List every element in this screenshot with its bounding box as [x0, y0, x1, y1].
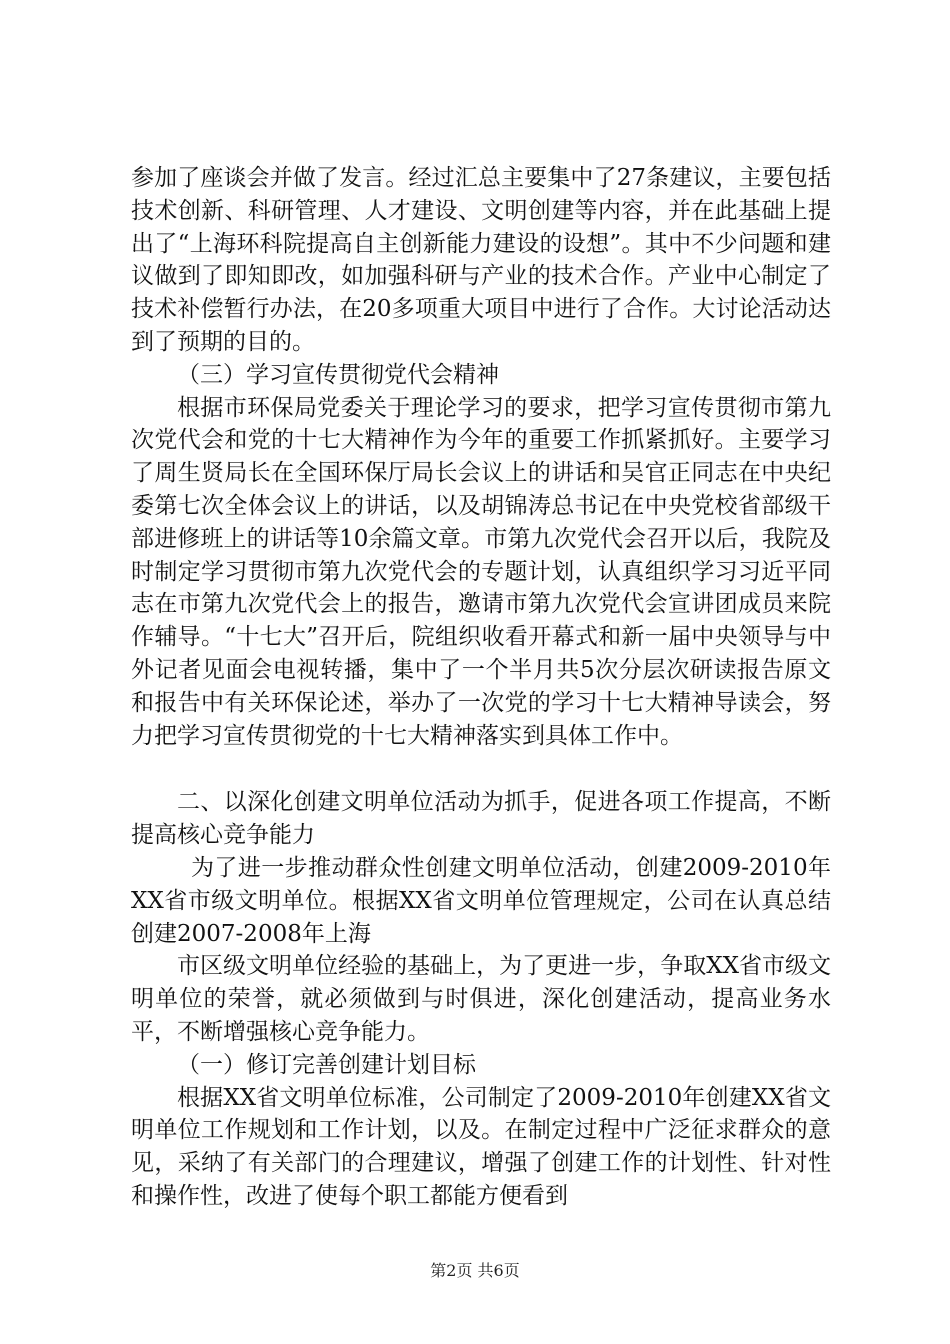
paragraph-civilized-unit-intro: 为了进一步推动群众性创建文明单位活动，创建2009-2010年XX省市级文明单位。根据XX省文明单位管理规定，公司在认真总结创建2007-2008年上海 [131, 854, 831, 947]
document-body [131, 162, 831, 1213]
heading-revise-plan: （一）修订完善创建计划目标 [177, 1051, 476, 1078]
paragraph-theory-study: 根据市环保局党委关于理论学习的要求，把学习宣传贯彻市第九次党代会和党的十七大精神作为今年的重要工作抓紧抓好。主要学习了周生贤局长在全国环保厅局长会议上的讲话和吴官正同志在中央纪委第七次全体会议上的讲话，以及胡锦涛总书记在中央党校省部级干部进修班上的讲话等10余篇文章。市第九次党代会召开以后，我院及时制定学习贯彻市第九次党代会的专题计划，认真组织学习习近平同志在市第九次党代会上的报告，邀请市第九次党代会宣讲团成员来院作辅导。“十七大”召开后，院组织收看开幕式和新一届中央领导与中外记者见面会电视转播，集中了一个半月共5次分层次研读报告原文和报告中有关环保论述，举办了一次党的学习十七大精神导读会，努力把学习宣传贯彻党的十七大精神落实到具体工作中。 [131, 394, 831, 749]
paragraph-suggestions-summary: 参加了座谈会并做了发言。经过汇总主要集中了27条建议，主要包括技术创新、科研管理、人才建设、文明创建等内容，并在此基础上提出了“上海环科院提高自主创新能力建设的设想”。其中不少问题和建议做到了即知即改，如加强科研与产业的技术合作。产业中心制定了技术补偿暂行办法，在20多项重大项目中进行了合作。大讨论活动达到了预期的目的。 [131, 165, 831, 355]
paragraph-revise-plan: 根据XX省文明单位标准，公司制定了2009-2010年创建XX省文明单位工作规划和工作计划，以及。在制定过程中广泛征求群众的意见，采纳了有关部门的合理建议，增强了创建工作的计划性、针对性和操作性，改进了使每个职工都能方便看到 [131, 1084, 831, 1209]
heading-study-party-congress: （三）学习宣传贯彻党代会精神 [177, 361, 499, 388]
paragraph-civilized-unit-continued: 市区级文明单位经验的基础上，为了更进一步，争取XX省市级文明单位的荣誉，就必须做到与时俱进，深化创建活动，提高业务水平，不断增强核心竞争能力。 [131, 953, 831, 1045]
heading-civilized-unit: 二、以深化创建文明单位活动为抓手，促进各项工作提高，不断提高核心竞争能力 [131, 789, 831, 849]
page-number-footer: 第2页 共6页 [430, 1261, 520, 1280]
paragraph-gap [131, 752, 831, 786]
